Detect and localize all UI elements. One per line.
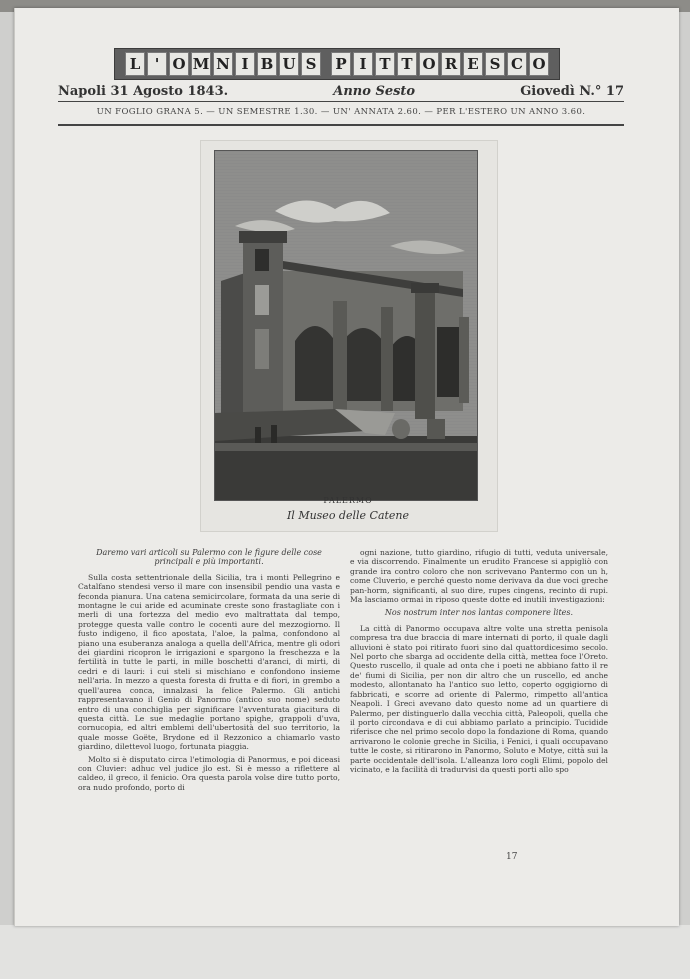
masthead-letter: O [529, 52, 549, 76]
masthead-letter: I [235, 52, 255, 76]
masthead-letter: T [375, 52, 395, 76]
illustration-caption-place: PALERMO [323, 496, 373, 505]
masthead-letter: B [257, 52, 277, 76]
masthead-letter: C [507, 52, 527, 76]
header-rule-bottom [58, 124, 624, 126]
illustration-caption-title: Il Museo delle Catene [286, 509, 410, 522]
dateline-date: Napoli 31 Agosto 1843. [58, 84, 229, 99]
article-paragraph: Sulla costa settentrionale della Sicilia, tra i monti Pellegrino e Catalfano stendesi verso il mare con insensibil pendio una vasta e feconda pianura. Una catena semicircolare, formata da una serie di montagne le cui aride ed acuminate creste sono frastagliate con i merli di una fortezza del medio evo maltrattata dal tempo, protegge questa valle contro le cocenti aure del mezzogiorno. Il fusto indigeno, il fico apostata, l'aloe, la palma, confondono al piano una esuberanza analoga a quella dell'Africa, mentre gli odori dei giardini ricopron le irrigazioni e spargono la freschezza e la fertilità in tutte le parti, in mille boschetti d'aranci, di mirti, di cedri e di lauri: i cui steli si mischiano e confondono insieme nell'aria. In mezzo a questa foresta di frutta e di fiori, in grembo a quell'aurea conca, innalzasi la felice Palermo. Gli antichi rappresentavano il Genio di Panormo (antico suo nome) seduto entro di una conchiglia per significare l'avventurata giacitura di questa città. Le sue medaglie portano spighe, grappoli d'uva, cornucopia, ed altri emblemi dell'ubertosità del suo territorio, la quale mosse Goëte, Brydone ed il Rezzonico a chiamarlo vasto giardino, dilettevol luogo, fortunata piaggia. [78, 572, 340, 752]
masthead-letter: T [397, 52, 417, 76]
page-number: 17 [506, 852, 518, 862]
masthead-letter: S [301, 52, 321, 76]
masthead-letter: S [485, 52, 505, 76]
masthead-letter: E [463, 52, 483, 76]
masthead-title [125, 52, 549, 76]
masthead-letter: O [419, 52, 439, 76]
masthead [114, 48, 560, 80]
article-paragraph: Molto si è disputato circa l'etimologia di Panormus, e poi diceasi con Cluvier: adhuc vel judice jlo est. Si è messo a riflettere al caldeo, il greco, il fenicio. Ora questa parola volse dire tutto porto, ora nudo profondo, porto di [78, 754, 340, 792]
article-intro: Daremo vari articoli su Palermo con le figure delle cose principali e più importanti. [96, 548, 322, 567]
subscription-prices: UN FOGLIO GRANA 5. — UN SEMESTRE 1.30. — UN' ANNATA 2.60. — PER L'ESTERO UN ANNO 3.60. [96, 107, 586, 117]
scanner-bed [0, 925, 690, 979]
masthead-letter: O [169, 52, 189, 76]
masthead-letter: ' [147, 52, 167, 76]
header-rule-top [58, 101, 624, 102]
masthead-letter: L [125, 52, 145, 76]
article-column-right [350, 548, 608, 868]
masthead-letter: N [213, 52, 233, 76]
masthead-gap [323, 52, 329, 76]
dateline-year: Anno Sesto [333, 84, 416, 99]
engraving-image [215, 151, 477, 500]
masthead-letter: I [353, 52, 373, 76]
article-motto: Nos nostrum inter nos lantas componere lites. [384, 608, 574, 618]
masthead-letter: U [279, 52, 299, 76]
masthead-letter: P [331, 52, 351, 76]
dateline-issue: Giovedì N.° 17 [520, 84, 624, 99]
article-paragraph: La città di Panormo occupava altre volte una stretta penisola compresa tra due braccia di mare internati di porto, il quale dagli alluvioni è stato poi ritirato fuori sino dal quattordicesimo secolo. Nel porto che sbarga ad occidente della città, mettea foce l'Oreto. Questo ruscello, il quale ad onta che i poeti ne abbiano fatto il re de' fiumi di Sicilia, per non dir altro che un ruscello, ed anche modesto, allontanato ha l'antico suo letto, coperto oggigiorno di fabbricati, e scorre ad oriente di Palermo, rimpetto all'antica Neapoli. I Greci avevano dato questo nome ad un quartiere di Palermo, per distinguerlo dalla vecchia città, Paleopoli, quella che il porto circondava e di cui abbiamo parlato a principio. Tucidide riferisce che nel primo secolo dopo la fondazione di Roma, quando arrivarono le colonie greche in Sicilia, i Fenici, i quali occupavano tutte le coste, si ritirarono in Panormo, Soluto e Motye, città sui la parte occidentale dell'isola. L'alleanza loro cogli Elimi, popolo del vicinato, e la facilità di tradurvisi da questi porti allo spo [350, 623, 608, 774]
masthead-letter: R [441, 52, 461, 76]
masthead-letter: M [191, 52, 211, 76]
dateline [58, 84, 624, 99]
engraving-palermo-building [214, 150, 478, 501]
article-paragraph: ogni nazione, tutto giardino, rifugio di tutti, veduta universale, e via discorrendo. Finalmente un erudito Francese si appigliò con grande ira contro coloro che non scrivevano Pantermo con un h, come Cluverio, e perché questo nome derivava da due voci greche pan-horm, significanti, al suo dire, rupes cingens, recinto di rupi. Ma lasciamo ormai in riposo queste dotte ed inutili investigazioni: [350, 548, 608, 605]
article-column-left [78, 548, 340, 868]
